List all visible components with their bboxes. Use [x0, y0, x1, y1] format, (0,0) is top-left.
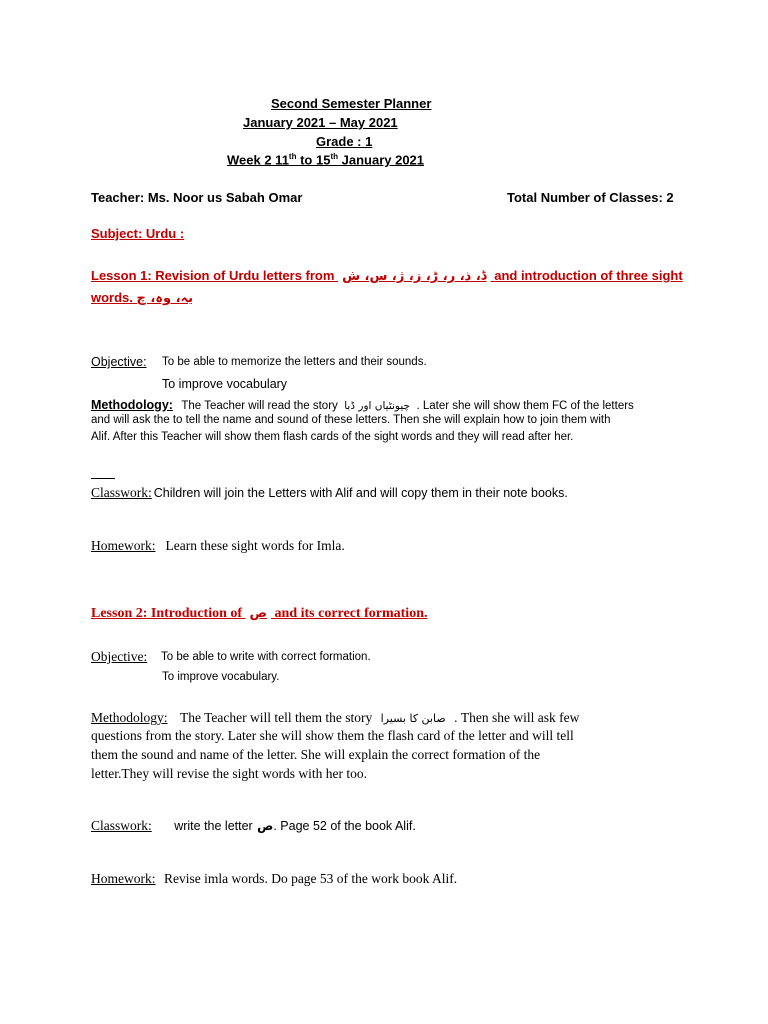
lesson1-objective-label: Objective: — [91, 355, 147, 369]
lesson1-homework-text: Learn these sight words for Imla. — [165, 538, 345, 553]
lesson1-urdu-words: یہ، وہ، چ — [136, 291, 194, 306]
lesson2-title-a: Lesson 2: Introduction of — [91, 606, 243, 621]
lesson2-methodology-label: Methodology: — [91, 710, 168, 725]
lesson2-urdu-letter: ص — [249, 606, 268, 621]
lesson2-homework-text: Revise imla words. Do page 53 of the work book Alif. — [163, 871, 458, 886]
lesson1-objective-1: To be able to memorize the letters and their sounds. — [162, 356, 427, 368]
lesson1-classwork-text: Children will join the Letters with Alif and will copy them in their note books. — [153, 486, 568, 500]
short-divider — [91, 478, 115, 479]
planner-grade: Grade : 1 — [316, 134, 373, 149]
week-sup-2: th — [330, 152, 339, 161]
lesson1-classwork-label: Classwork: — [91, 485, 152, 500]
lesson2-homework-label: Homework: — [91, 871, 156, 886]
lesson2-story-title: صابن کا بسیرا — [380, 712, 446, 725]
lesson2-methodology-line1 — [91, 709, 579, 727]
lesson1-title-b: and introduction of three sight — [494, 268, 683, 283]
lesson1-objective-2: To improve vocabulary — [162, 377, 288, 391]
lesson1-title — [91, 268, 683, 284]
planner-title: Second Semester Planner — [271, 96, 432, 111]
week-mid: to 15 — [296, 152, 331, 168]
lesson1-methodology-d: Alif. After this Teacher will show them flash cards of the sight words and they will read after her. — [91, 431, 574, 443]
total-classes: Total Number of Classes: 2 — [507, 190, 674, 205]
lesson1-title-a: Lesson 1: Revision of Urdu letters from — [91, 268, 335, 283]
lesson1-methodology-label: Methodology: — [91, 398, 173, 412]
lesson1-methodology-a: The Teacher will read the story — [181, 400, 338, 412]
lesson2-methodology-a: The Teacher will tell them the story — [179, 710, 373, 725]
lesson2-classwork — [91, 817, 416, 835]
lesson1-classwork — [91, 484, 568, 502]
lesson2-objective-label: Objective: — [91, 649, 148, 664]
lesson2-classwork-letter: ص — [257, 819, 274, 833]
subject-heading: Subject: Urdu : — [91, 226, 185, 241]
week-prefix: Week 2 11 — [227, 152, 289, 168]
week-sup-1: th — [288, 152, 297, 161]
lesson1-urdu-letters: ڈ، ذ، ر، ڑ، ز، ژ، س، ش — [342, 269, 487, 284]
lesson2-methodology-e: letter.They will revise the sight words with her too. — [91, 766, 367, 781]
lesson1-title-line2 — [91, 290, 193, 306]
lesson2-homework — [91, 870, 457, 888]
lesson2-title-b: and its correct formation. — [274, 606, 428, 621]
lesson2-methodology-b: . Then she will ask few — [454, 710, 580, 725]
lesson1-title-c: words. — [91, 290, 133, 305]
lesson1-methodology-c: and will ask the to tell the name and sound of these letters. Then she will explain how to join them with — [91, 414, 611, 426]
planner-dates: January 2021 – May 2021 — [243, 115, 398, 130]
week-suffix: January 2021 — [338, 152, 425, 168]
teacher-name: Teacher: Ms. Noor us Sabah Omar — [91, 190, 303, 205]
lesson2-classwork-a: write the letter — [174, 819, 253, 833]
lesson2-classwork-b: . Page 52 of the book Alif. — [273, 819, 416, 833]
lesson2-title — [91, 606, 427, 622]
lesson1-homework-label: Homework: — [91, 538, 156, 553]
lesson1-methodology-b: . Later she will show them FC of the letters — [416, 400, 634, 412]
lesson2-objective-1: To be able to write with correct formation. — [161, 651, 371, 663]
lesson1-methodology-line1 — [91, 396, 634, 414]
lesson2-classwork-label: Classwork: — [91, 818, 152, 833]
lesson2-methodology-c: questions from the story. Later she will show them the flash card of the letter and will tell — [91, 728, 574, 743]
planner-week — [227, 152, 424, 167]
lesson2-methodology-d: them the sound and name of the letter. She will explain the correct formation of the — [91, 747, 541, 762]
lesson2-objective-2: To improve vocabulary. — [162, 671, 280, 683]
lesson1-story-title: چیونٹیاں اور ڈبا — [344, 400, 411, 412]
lesson1-homework — [91, 537, 345, 555]
